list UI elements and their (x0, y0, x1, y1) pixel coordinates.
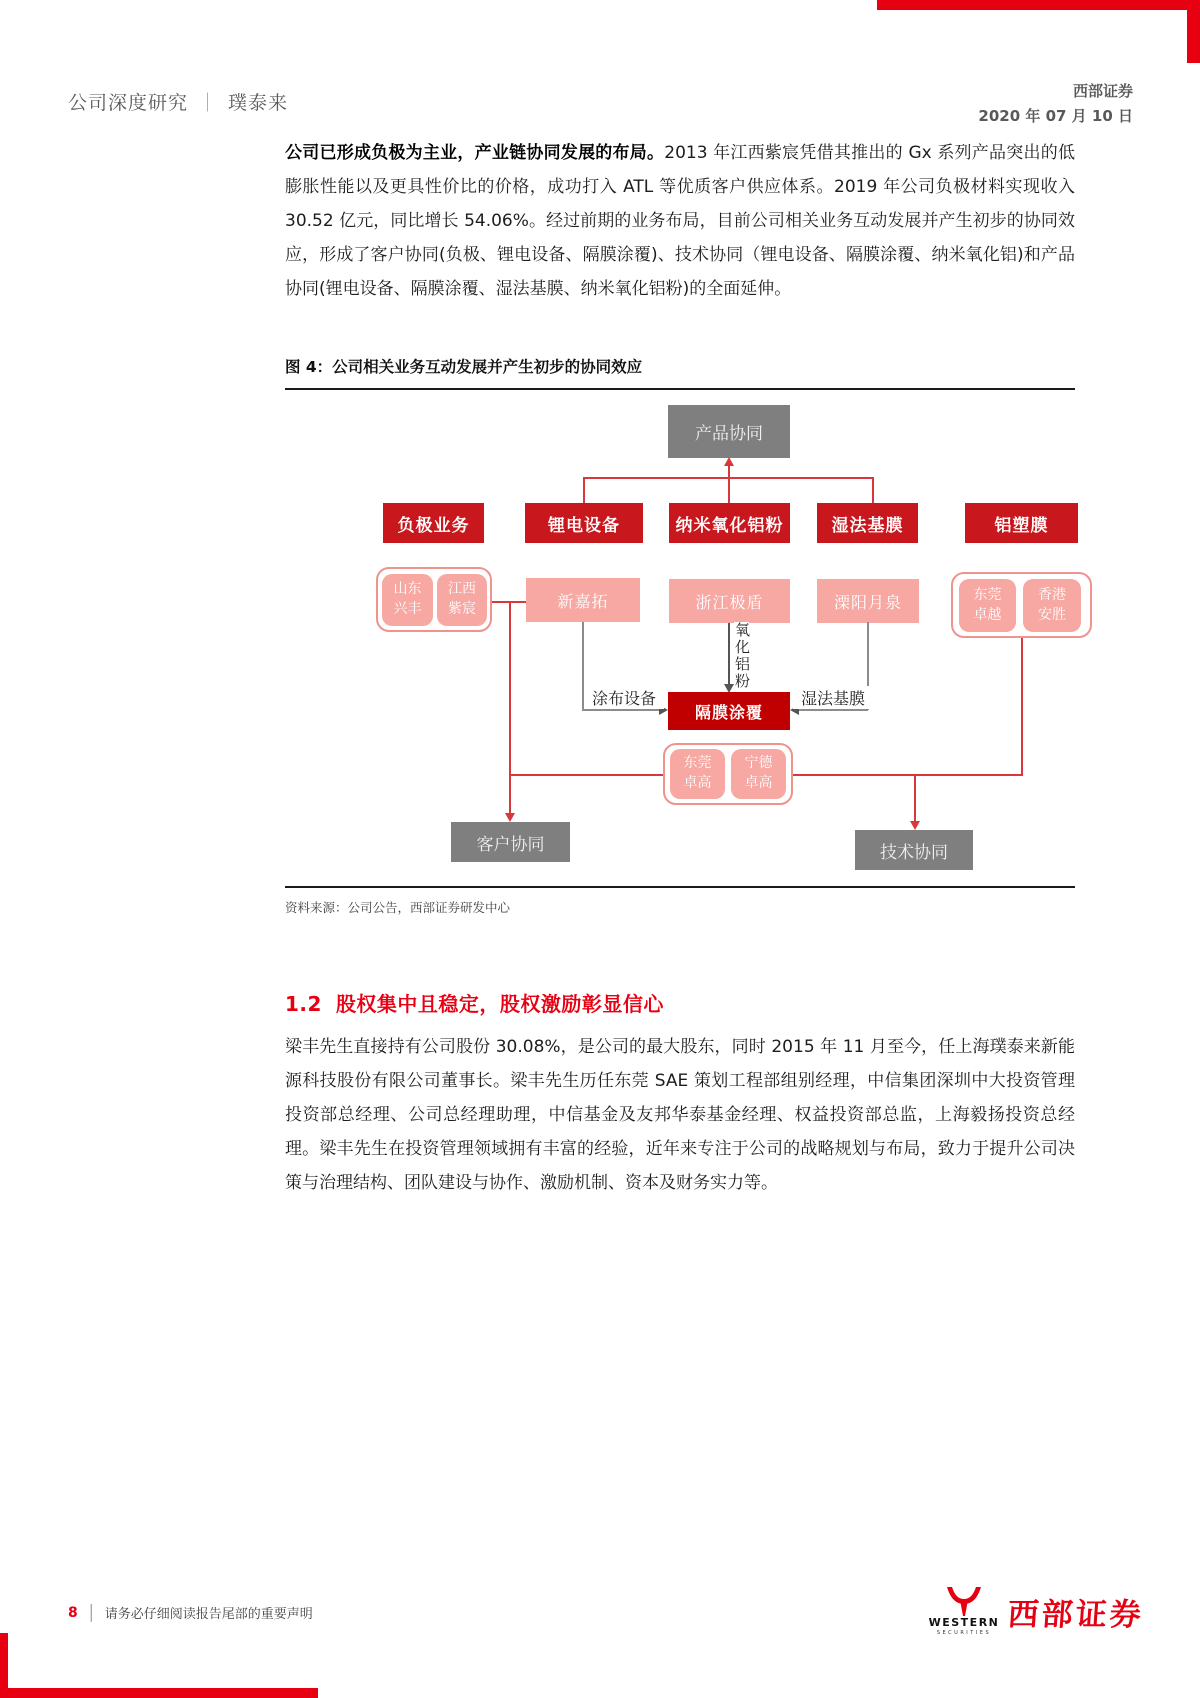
connector-top-center-rise (728, 464, 730, 503)
connector-bottom-horizontal-right (793, 774, 1023, 776)
diagram-node-product-synergy: 产品协同 (668, 405, 790, 458)
figure-bottom-rule (285, 886, 1075, 888)
logo-western-block (928, 1586, 1000, 1636)
diagram-node-zhejiang-jidun: 浙江极盾 (669, 579, 790, 623)
diagram-node-liion-equipment: 锂电设备 (525, 503, 643, 543)
diagram-node-xinjiatuo: 新嘉拓 (526, 578, 640, 622)
section-heading (285, 988, 664, 1017)
report-date: 2020 年 07 月 10 日 (978, 107, 1133, 125)
diagram-node-nano-alumina: 纳米氧化铝粉 (669, 503, 790, 543)
header-right (978, 80, 1133, 126)
paragraph-chairman: 梁丰先生直接持有公司股份 30.08%，是公司的最大股东，同时 2015 年 11 月至今，任上海璞泰来新能源科技股份有限公司董事长。梁丰先生历任东莞 SAE 策划工程部组别经理，中信集团深圳中大投资管理投资部总经理、公司总经理助理，中信基金及友邦华泰基金经理、权益投资部总监，上海毅扬投资总经理。梁丰先生在投资管理领域拥有丰富的经验，近年来专注于公司的战略规划与布局，致力于提升公司决策与治理结构、团队建设与协作、激励机制、资本及财务实力等。 (285, 1037, 1075, 1193)
diagram-node-liyang-yuequan: 溧阳月泉 (817, 579, 919, 623)
shandong-xingfeng-label: 山东兴丰 (393, 581, 422, 617)
connector-jidun-down (728, 623, 730, 685)
arrowhead-down-tech-synergy (910, 821, 920, 830)
connector-customer-drop (509, 774, 511, 816)
diagram-node-shandong-xingfeng (382, 574, 433, 626)
western-securities-logo (928, 1586, 1144, 1636)
footer-disclaimer: 请务必仔细阅读报告尾部的重要声明 (104, 1607, 313, 1622)
arrowhead-up-product-synergy (724, 457, 734, 466)
diagram-node-jiangxi-zichen (437, 574, 487, 626)
diagram-node-separator-coating: 隔膜涂覆 (668, 692, 790, 730)
brand-name: 西部证券 (1072, 82, 1133, 100)
bottom-left-accent-bar-horizontal (0, 1688, 318, 1698)
logo-chinese-text: 西部证券 (1006, 1596, 1146, 1633)
ningde-zhuogao-label: 宁德卓高 (744, 755, 773, 791)
dongguan-zhuogao-label: 东莞卓高 (683, 755, 712, 791)
label-coating-equipment: 涂布设备 (584, 686, 664, 709)
header-left (68, 88, 288, 115)
header-divider: ｜ (198, 92, 219, 114)
connector-bottom-horizontal-left (509, 774, 663, 776)
connector-xinjiatuo-right (582, 709, 660, 711)
diagram-node-wet-base-film: 湿法基膜 (817, 503, 918, 543)
company-name: 璞泰来 (228, 92, 289, 114)
diagram-node-dongguan-zhuogao (670, 749, 725, 799)
footer (68, 1603, 313, 1622)
connector-top-right-drop (872, 477, 874, 503)
diagram-node-customer-synergy: 客户协同 (451, 822, 570, 862)
diagram-node-negative-business: 负极业务 (383, 503, 484, 543)
connector-yuequan-left (798, 709, 868, 711)
logo-securities-text: SECURITIES (936, 1630, 992, 1636)
section-number: 1.2 (285, 992, 322, 1016)
section-title: 股权集中且稳定，股权激励彰显信心 (335, 992, 664, 1016)
figure-source: 资料来源：公司公告，西部证券研发中心 (285, 900, 511, 915)
paragraph-intro-lead: 公司已形成负极为主业，产业链协同发展的布局。 (285, 143, 665, 163)
report-category: 公司深度研究 (68, 92, 189, 114)
figure-top-rule (285, 388, 1075, 390)
top-right-accent-bar-horizontal (877, 0, 1200, 10)
label-wet-base-film: 湿法基膜 (793, 686, 873, 709)
paragraph-intro (285, 136, 1075, 306)
dongguan-zhuoyue-label: 东莞卓越 (973, 586, 1002, 623)
connector-tech-drop (914, 774, 916, 822)
diagram-node-hongkong-ansheng (1023, 579, 1081, 632)
connector-top-left-drop (583, 477, 585, 503)
arrowhead-down-customer-synergy (505, 813, 515, 822)
logo-western-text: WESTERN (928, 1616, 1000, 1629)
diagram-node-tech-synergy: 技术协同 (855, 830, 973, 870)
label-alumina-powder: 氧化铝粉 (733, 622, 751, 690)
figure-caption: 图 4：公司相关业务互动发展并产生初步的协同效应 (285, 358, 643, 376)
jiangxi-zichen-label: 江西紫宸 (448, 581, 476, 617)
page-number: 8 (68, 1604, 78, 1621)
top-right-accent-bar-vertical (1187, 0, 1200, 63)
diagram-node-ningde-zhuogao (731, 749, 786, 799)
connector-right-vertical (1021, 638, 1023, 776)
footer-divider: │ (86, 1603, 96, 1622)
diagram-node-dongguan-zhuoyue (959, 579, 1016, 632)
hongkong-ansheng-label: 香港安胜 (1038, 586, 1066, 623)
diagram-node-al-plastic-film: 铝塑膜 (965, 503, 1078, 543)
connector-left-vertical (509, 601, 511, 776)
paragraph-intro-body: 2013 年江西紫宸凭借其推出的 Gx 系列产品突出的低膨胀性能以及更具性价比的价格，成功打入 ATL 等优质客户供应体系。2019 年公司负极材料实现收入 30.52 亿元，同比增长 54.06%。经过前期的业务布局，目前公司相关业务互动发展并产生初步的协同效应，形成了客户协同(负极、锂电设备、隔膜涂覆)、技术协同（锂电设备、隔膜涂覆、纳米氧化铝)和产品协同(锂电设备、隔膜涂覆、湿法基膜、纳米氧化铝粉)的全面延伸。 (285, 143, 1075, 299)
